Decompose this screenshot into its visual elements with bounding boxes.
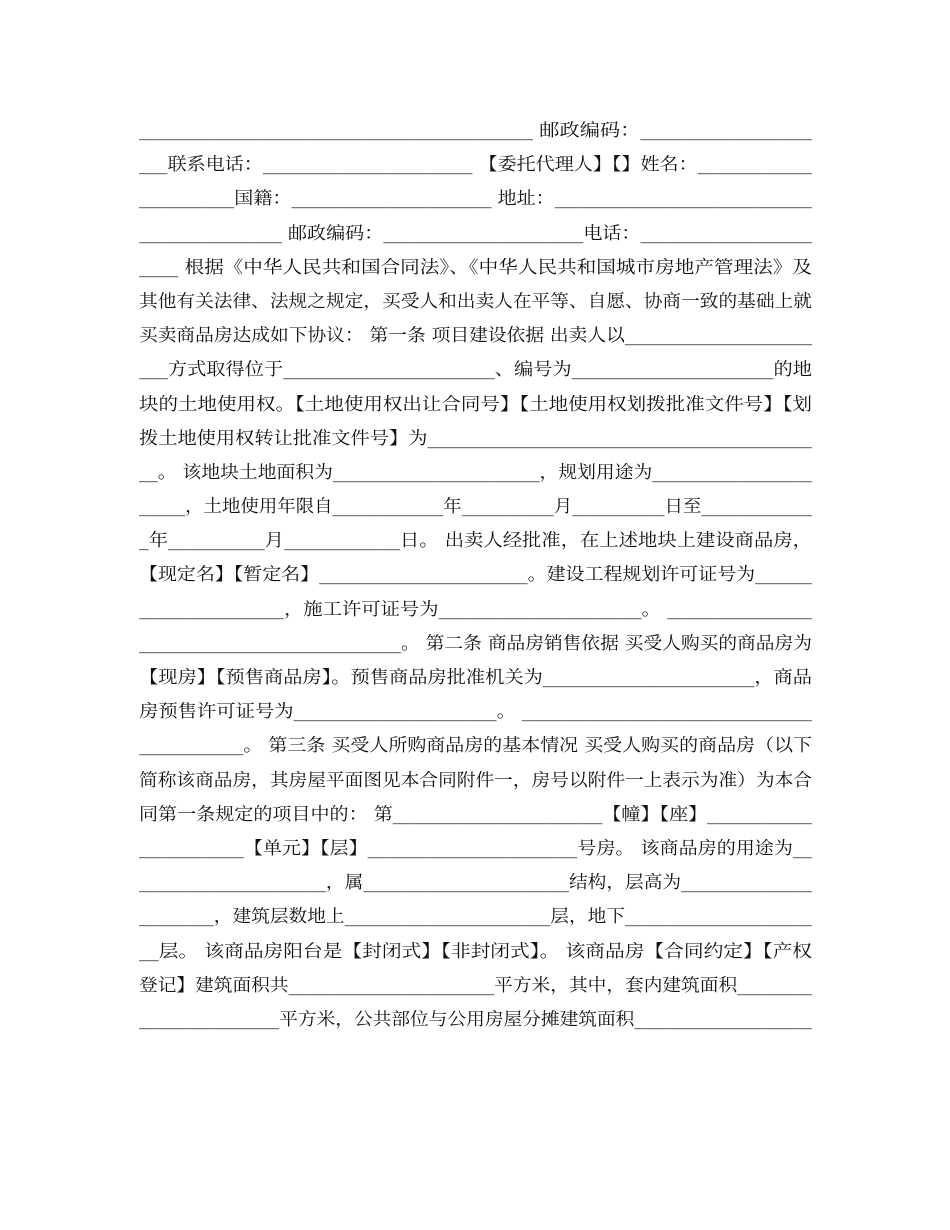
text-line xyxy=(139,903,812,937)
line-text: __层。 该商品房阳台是【封闭式】【非封闭式】。 该商品房【合同约定】【产权 xyxy=(139,941,813,962)
text-line xyxy=(139,801,812,835)
text-line xyxy=(139,527,812,561)
line-text: 简称该商品房，其房屋平面图见本合同附件一，房号以附件一上表示为准）为本合 xyxy=(139,770,812,791)
contract-body xyxy=(139,117,812,1040)
line-text: 登记】建筑面积共______________________平方米，其中，套内建筑面积________ xyxy=(139,975,812,996)
text-line xyxy=(139,698,812,732)
text-line xyxy=(139,596,812,630)
text-line xyxy=(139,288,812,322)
line-text: 拨土地使用权转让批准文件号】为________________________________________ xyxy=(139,428,813,449)
text-line xyxy=(139,630,812,664)
line-text: ________，建筑层数地上______________________层，地下____________________ xyxy=(139,907,812,928)
text-line xyxy=(139,835,812,869)
text-line xyxy=(139,391,812,425)
line-text: 房预售许可证号为_____________________。 ______________________________ xyxy=(139,702,812,723)
text-line xyxy=(139,869,812,903)
text-line xyxy=(139,425,812,459)
text-line xyxy=(139,117,812,151)
line-text: _______________________________________ 邮政编码：_________________ xyxy=(139,121,812,141)
text-line xyxy=(139,972,812,1006)
line-text: ___________【单元】【层】______________________号房。 该商品房的用途为__ xyxy=(139,838,812,859)
text-line xyxy=(139,938,812,972)
line-text: _____，土地使用年限自____________年__________月__________日至____________ xyxy=(139,497,812,518)
text-line xyxy=(139,459,812,493)
contract-text-lines xyxy=(139,117,812,1040)
line-text: 同第一条规定的项目中的： 第______________________【幢】【座】___________ xyxy=(139,804,812,825)
line-text: 其他有关法律、法规之规定，买受人和出卖人在平等、自愿、协商一致的基础上就 xyxy=(139,291,812,312)
line-text: _年__________月____________日。 出卖人经批准，在上述地块上建设商品房， xyxy=(139,531,812,552)
line-text: ___联系电话：______________________ 【委托代理人】【】姓名：____________ xyxy=(139,155,812,176)
text-line xyxy=(139,664,812,698)
text-line xyxy=(139,322,812,356)
line-text: ___________。 第三条 买受人所购商品房的基本情况 买受人购买的商品房（以下 xyxy=(139,736,812,757)
text-line xyxy=(139,151,812,185)
line-text: 【现房】【预售商品房】。预售商品房批准机关为______________________，商品 xyxy=(139,668,813,688)
text-line xyxy=(139,356,812,390)
line-text: 买卖商品房达成如下协议： 第一条 项目建设依据 出卖人以____________________ xyxy=(139,326,812,347)
line-text: ____ 根据《中华人民共和国合同法》、《中华人民共和国城市房地产管理法》及 xyxy=(139,257,813,278)
line-text: __。 该地块土地面积为______________________，规划用途为_________________ xyxy=(139,462,812,483)
line-text: _______________平方米，公共部位与公用房屋分摊建筑面积___________________ xyxy=(139,1009,812,1030)
line-text: __________国籍：_____________________ 地址：___________________________ xyxy=(139,189,812,210)
line-text: 【现定名】【暂定名】______________________。建设工程规划许可证号为______ xyxy=(139,565,813,586)
line-text: ____________________________。 第二条 商品房销售依据 买受人购买的商品房为 xyxy=(139,633,812,654)
line-text: _______________，施工许可证号为_____________________。 _______________ xyxy=(139,599,812,620)
text-line xyxy=(139,185,812,219)
text-line xyxy=(139,493,812,527)
line-text: 块的土地使用权。【土地使用权出让合同号】【土地使用权划拨批准文件号】【划 xyxy=(139,394,812,415)
line-text: ___方式取得位于______________________、编号为_____________________的地 xyxy=(139,360,813,381)
text-line xyxy=(139,1006,812,1040)
line-text: _______________ 邮政编码：_____________________电话：__________________ xyxy=(139,223,812,244)
line-text: ____________________，属______________________结构，层高为______________ xyxy=(139,873,812,894)
text-line xyxy=(139,732,812,766)
text-line xyxy=(139,220,812,254)
text-line xyxy=(139,561,812,595)
text-line xyxy=(139,254,812,288)
text-line xyxy=(139,767,812,801)
